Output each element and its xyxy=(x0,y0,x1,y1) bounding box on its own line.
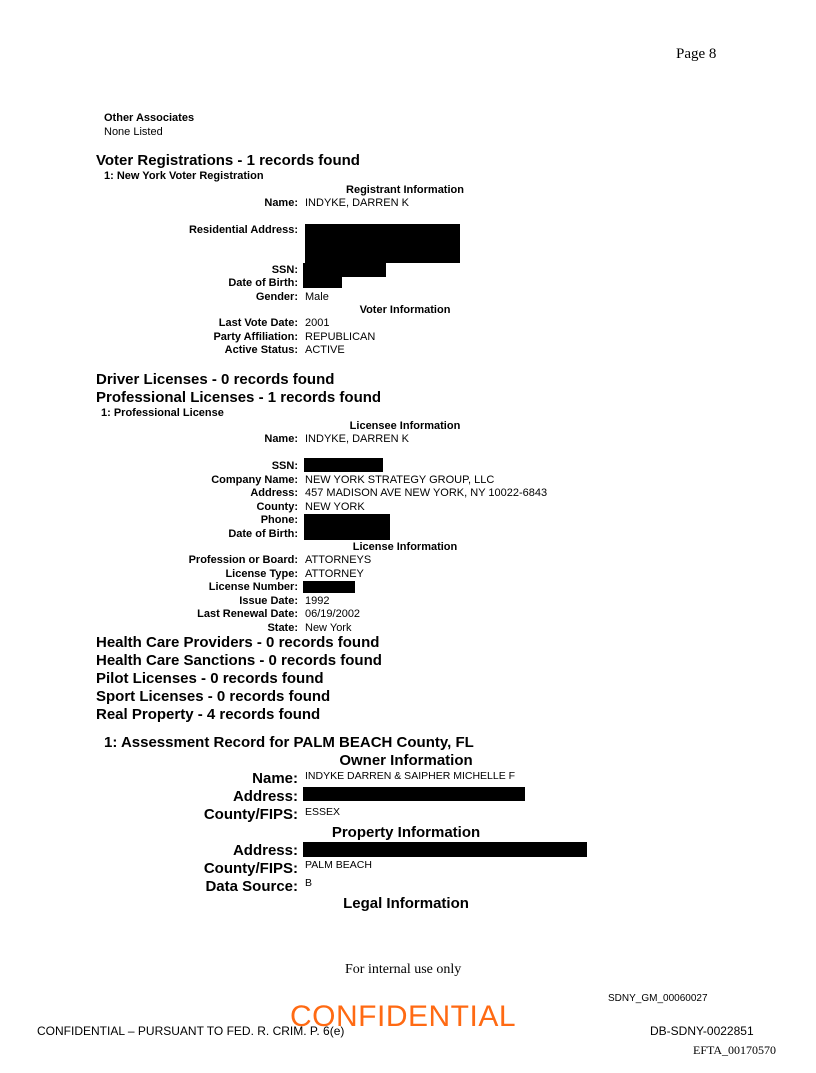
bates-number: SDNY_GM_00060027 xyxy=(608,993,708,1004)
redaction-block xyxy=(304,514,390,528)
efta-number: EFTA_00170570 xyxy=(693,1043,777,1057)
field-label: Company Name: xyxy=(211,474,298,486)
field-value: ACTIVE xyxy=(305,344,345,356)
professional-record-title: 1: Professional License xyxy=(101,407,224,419)
property-info-heading: Property Information xyxy=(331,824,481,841)
other-associates-value: None Listed xyxy=(104,126,163,138)
field-label: Issue Date: xyxy=(239,595,298,607)
field-label: Address: xyxy=(232,788,298,805)
field-label: County: xyxy=(256,501,298,513)
section-heading: Pilot Licenses - 0 records found xyxy=(96,670,324,687)
voter-info-heading: Voter Information xyxy=(359,304,451,316)
license-info-heading: License Information xyxy=(352,541,458,553)
confidential-notice: CONFIDENTIAL – PURSUANT TO FED. R. CRIM. P. 6(e) xyxy=(37,1024,345,1038)
field-label: Address: xyxy=(232,842,298,859)
field-value: 06/19/2002 xyxy=(305,608,361,620)
document-id: DB-SDNY-0022851 xyxy=(650,1024,754,1038)
field-value: INDYKE DARREN & SAIPHER MICHELLE F xyxy=(305,770,516,782)
field-label: Gender: xyxy=(255,291,298,303)
voter-record-title: 1: New York Voter Registration xyxy=(104,170,264,182)
field-label: Name: xyxy=(264,197,298,209)
field-label: Name: xyxy=(252,770,298,787)
redaction-block xyxy=(303,277,342,288)
field-value: B xyxy=(305,877,313,889)
redaction-block xyxy=(303,263,386,277)
property-record-title: 1: Assessment Record for PALM BEACH County, FL xyxy=(104,734,474,751)
field-value: PALM BEACH xyxy=(305,859,372,871)
section-heading: Health Care Providers - 0 records found xyxy=(96,634,380,651)
page-number: Page 8 xyxy=(676,46,717,62)
redaction-block xyxy=(303,842,587,857)
field-label: Phone: xyxy=(260,514,298,526)
field-label: Party Affiliation: xyxy=(213,331,298,343)
field-label: County/FIPS: xyxy=(203,806,298,823)
field-label: Date of Birth: xyxy=(228,277,298,289)
field-label: Residential Address: xyxy=(188,224,298,236)
field-value: 1992 xyxy=(305,595,330,607)
redaction-block xyxy=(303,581,355,593)
redaction-block xyxy=(305,224,460,263)
field-label: License Type: xyxy=(225,568,298,580)
section-heading: Health Care Sanctions - 0 records found xyxy=(96,652,382,669)
field-label: Date of Birth: xyxy=(228,528,298,540)
field-value: REPUBLICAN xyxy=(305,331,376,343)
field-value: ESSEX xyxy=(305,806,341,818)
field-label: SSN: xyxy=(271,460,298,472)
field-value: New York xyxy=(305,622,352,634)
field-label: Data Source: xyxy=(205,878,298,895)
field-value: ATTORNEY xyxy=(305,568,364,580)
field-label: Address: xyxy=(250,487,298,499)
other-associates-heading: Other Associates xyxy=(104,112,195,124)
field-label: Profession or Board: xyxy=(188,554,298,566)
field-label: State: xyxy=(267,622,298,634)
registrant-info-heading: Registrant Information xyxy=(346,184,464,196)
professional-heading: Professional Licenses - 1 records found xyxy=(96,389,382,406)
owner-info-heading: Owner Information xyxy=(339,752,473,769)
legal-info-heading: Legal Information xyxy=(343,895,469,912)
field-label: SSN: xyxy=(271,264,298,276)
field-label: Name: xyxy=(264,433,298,445)
field-value: NEW YORK STRATEGY GROUP, LLC xyxy=(305,474,495,486)
section-heading: Sport Licenses - 0 records found xyxy=(96,688,331,705)
field-label: County/FIPS: xyxy=(203,860,298,877)
field-label: Active Status: xyxy=(224,344,298,356)
field-value: 2001 xyxy=(305,317,330,329)
field-label: Last Renewal Date: xyxy=(197,608,298,620)
field-value: INDYKE, DARREN K xyxy=(305,433,409,445)
licensee-info-heading: Licensee Information xyxy=(349,420,461,432)
field-value: Male xyxy=(305,291,329,303)
field-label: Last Vote Date: xyxy=(218,317,298,329)
field-label: License Number: xyxy=(208,581,298,593)
redaction-block xyxy=(303,787,525,801)
voter-heading: Voter Registrations - 1 records found xyxy=(96,152,360,169)
driver-heading: Driver Licenses - 0 records found xyxy=(96,371,335,388)
field-value: INDYKE, DARREN K xyxy=(305,197,409,209)
confidential-stamp: CONFIDENTIAL xyxy=(290,1000,517,1033)
internal-use-note: For internal use only xyxy=(345,962,462,977)
field-value: NEW YORK xyxy=(305,501,365,513)
field-value: 457 MADISON AVE NEW YORK, NY 10022-6843 xyxy=(305,487,548,499)
redaction-block xyxy=(304,528,390,540)
field-value: ATTORNEYS xyxy=(305,554,372,566)
redaction-block xyxy=(304,458,383,472)
section-heading: Real Property - 4 records found xyxy=(96,706,321,723)
